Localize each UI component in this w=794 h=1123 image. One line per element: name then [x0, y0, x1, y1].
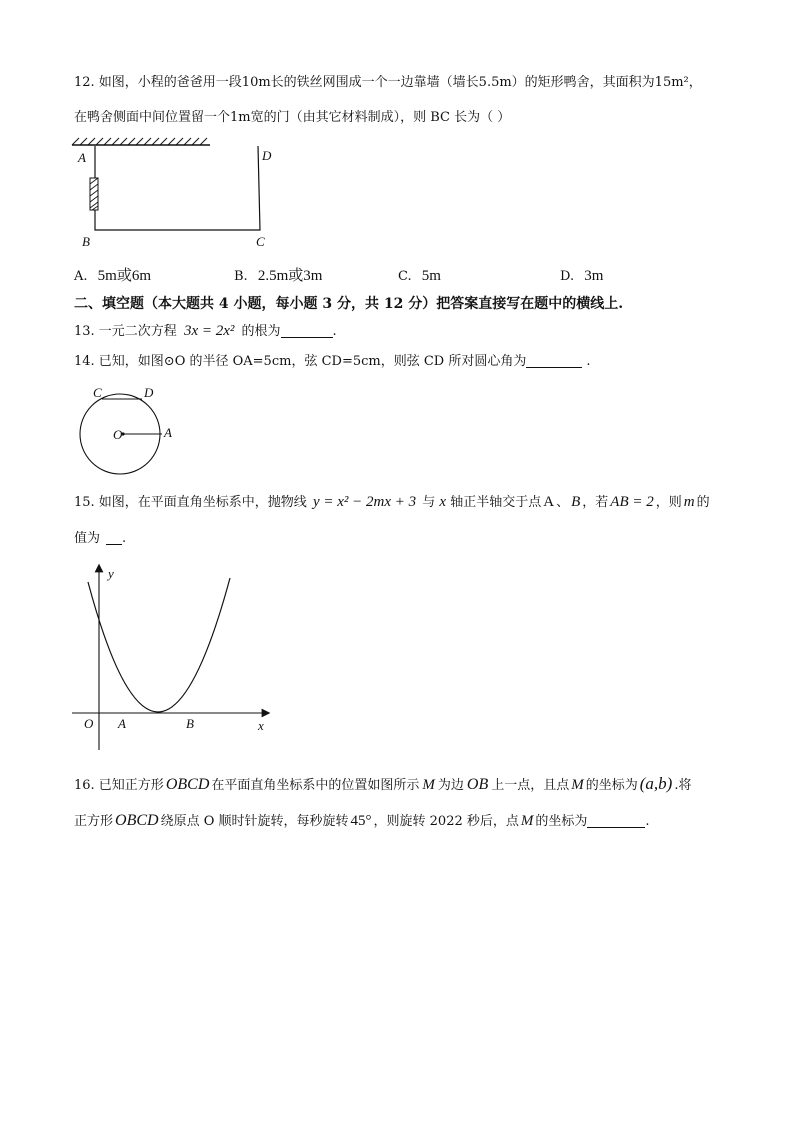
label-D: D — [262, 148, 272, 163]
q16-line2-end: . — [645, 814, 650, 829]
q16-coord: (a,b) — [639, 774, 673, 793]
q14-figure — [78, 384, 188, 479]
option-a-text: 5m或6m — [97, 268, 152, 284]
q16-m3: M — [520, 813, 534, 829]
q15-line2-text: 值为 — [74, 531, 101, 546]
q15-m: m — [683, 494, 695, 510]
q16-m2: M — [571, 777, 584, 793]
q15-line2-end: . — [122, 531, 127, 546]
q15-condition: AB = 2 — [610, 494, 654, 510]
q13-prefix: 13. 一元二次方程 — [74, 324, 177, 339]
option-c-label: C. — [398, 269, 412, 284]
q16-mid3: 上一点，且点 — [491, 778, 570, 793]
label-y: y — [108, 566, 114, 581]
q15-mid4: ，则 — [655, 495, 682, 510]
label-x: x — [258, 718, 264, 733]
q15-mid2: 轴正半轴交于点 — [450, 495, 542, 510]
q15-equation: y = x² − 2mx + 3 — [312, 494, 417, 510]
label-O: O — [113, 427, 123, 442]
q15-line1 — [74, 492, 710, 513]
q13-equation: 3x = 2x² — [183, 323, 235, 339]
label-O: O — [84, 716, 94, 731]
q16-square2: OBCD — [115, 812, 159, 829]
q14-answer-blank[interactable] — [526, 353, 582, 368]
q14-text: 14. 已知，如图⊙O 的半径 OA=5cm，弦 CD=5cm，则弦 CD 所对圆心角为 — [74, 354, 527, 369]
option-b[interactable] — [234, 266, 322, 287]
q15-x: x — [439, 494, 447, 510]
q13-line — [74, 321, 337, 342]
q16-square: OBCD — [165, 776, 210, 793]
q15-answer-blank[interactable] — [106, 530, 122, 545]
q15-prefix: 15. 如图，在平面直角坐标系中，抛物线 — [74, 495, 307, 510]
label-A: A — [164, 425, 172, 440]
q16-line1 — [74, 774, 691, 796]
q15-mid: 与 — [422, 495, 436, 510]
option-c[interactable] — [398, 266, 441, 287]
label-C: C — [93, 385, 102, 400]
q13-end: . — [332, 324, 337, 339]
q15-figure — [70, 562, 280, 757]
q12-line1: 12. 如图，小程的爸爸用一段10m长的铁丝网围成一个一边靠墙（墙长5.5m）的矩形鸭舍，其面积为15m²， — [74, 75, 702, 90]
q14-line — [74, 352, 591, 372]
section-heading: 二、填空题（本大题共 4 小题，每小题 3 分，共 12 分）把答案直接写在题中的横线上. — [74, 296, 624, 312]
q16-answer-blank[interactable] — [587, 813, 645, 828]
q14-end: . — [586, 354, 591, 369]
q16-line2-mid2: ，则旋转 2022 秒后，点 — [373, 814, 519, 829]
q16-m: M — [422, 777, 435, 793]
q16-line2-mid: 绕原点 O 顺时针旋转，每秒旋转 — [160, 814, 349, 829]
label-A: A — [118, 716, 126, 731]
q15-end: 的 — [696, 495, 710, 510]
q16-mid: 在平面直角坐标系中的位置如图所示 — [211, 778, 420, 793]
q15-sep: 、 — [556, 495, 570, 510]
q16-line2-mid3: 的坐标为 — [535, 814, 588, 829]
q16-ob: OB — [466, 776, 489, 793]
label-D: D — [144, 385, 154, 400]
option-d[interactable] — [560, 266, 603, 287]
option-b-label: B. — [234, 269, 248, 284]
pen-fence — [95, 146, 260, 230]
option-b-text: 2.5m或3m — [257, 268, 323, 284]
parabola — [88, 578, 230, 712]
q16-line2 — [74, 811, 650, 832]
q13-suffix: 的根为 — [241, 324, 281, 339]
option-a-label: A. — [74, 269, 88, 284]
label-A: A — [78, 150, 86, 165]
q16-angle: 45° — [350, 813, 372, 829]
label-B: B — [82, 234, 90, 249]
label-B: B — [186, 716, 194, 731]
option-d-text: 3m — [584, 268, 604, 284]
option-c-text: 5m — [421, 268, 441, 284]
q13-answer-blank[interactable] — [281, 323, 333, 338]
q16-end: .将 — [674, 778, 692, 793]
q16-mid2: 为边 — [437, 778, 464, 793]
q15-mid3: ，若 — [582, 495, 609, 510]
option-a[interactable] — [74, 266, 151, 287]
wall-hatching — [72, 138, 210, 145]
q16-mid4: 的坐标为 — [585, 778, 638, 793]
q15-point-b: B — [571, 494, 581, 510]
option-d-label: D. — [560, 269, 575, 284]
label-C: C — [256, 234, 265, 249]
q12-line2: 在鸭舍侧面中间位置留一个1m宽的门（由其它材料制成），则 BC 长为（ ） — [74, 110, 511, 125]
q16-line2-prefix: 正方形 — [74, 814, 114, 829]
q15-line2 — [74, 529, 126, 549]
q15-point-a: A — [543, 494, 555, 510]
q12-figure — [70, 138, 290, 253]
q16-prefix: 16. 已知正方形 — [74, 778, 164, 793]
